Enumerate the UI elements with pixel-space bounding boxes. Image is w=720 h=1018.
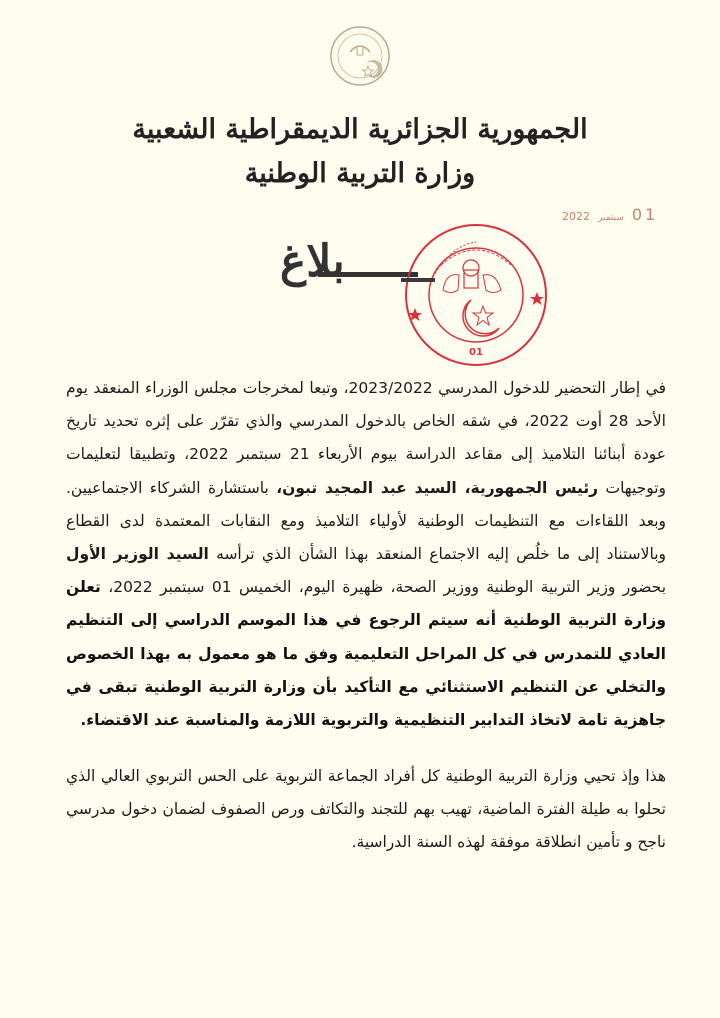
national-emblem-icon	[328, 24, 392, 88]
paragraph-1-part-2: باستشارة الشركاء الاجتماعيين. وبعد اللقاءات مع التنظيمات الوطنية لأولياء التلاميذ ومع النقابات المعتمدة لدى القطاع وبالاستناد إلى ما خلُص إليه الاجتماع المنعقد بهذا الشأن الذي ترأسه	[66, 478, 666, 564]
paragraph-1-part-3: بحضور وزير التربية الوطنية ووزير الصحة، ظهيرة اليوم، الخميس 01 سبتمبر 2022،	[100, 578, 667, 597]
title-text: بلاغ	[280, 236, 345, 287]
date-day: 01	[631, 205, 659, 224]
ministry-name: وزارة التربية الوطنية	[244, 158, 476, 189]
seal-number: 01	[469, 347, 483, 358]
ministry-seal-icon	[401, 220, 551, 370]
ministry-announcement: تعلن وزارة التربية الوطنية أنه سيتم الرجوع في هذا الموسم الدراسي إلى التنظيم العادي للتمدرس في كل المراحل التعليمية وفق ما هو معمول به بهذا الخصوص والتخلي عن التنظيم الاستثنائي مع التأكيد بأن وزارة التربية الوطنية تبقى في جاهزية تامة لاتخاذ التدابير التنظيمية والتربوية اللازمة والمناسبة عند الاقتضاء.	[66, 578, 666, 730]
president-name: رئيس الجمهورية، السيد عبد المجيد تبون،	[276, 478, 599, 497]
republic-name: الجمهورية الجزائرية الديمقراطية الشعبية	[132, 114, 588, 145]
date-month: سبتمبر	[598, 213, 624, 223]
date-stamp	[562, 205, 658, 224]
prime-minister: السيد الوزير الأول	[66, 545, 209, 564]
paragraph-1-part-1: في إطار التحضير للدخول المدرسي 2023/2022، وتبعا لمخرجات مجلس الوزراء المنعقد يوم الأحد 28 أوت 2022، في شقه الخاص بالدخول المدرسي والذي تقرّر على إثره تحديد تاريخ عودة أبنائنا التلاميذ إلى مقاعد الدراسة بيوم الأربعاء 21 سبتمبر 2022، وتطبيقا لتعليمات وتوجيهات	[66, 379, 667, 497]
document-header	[0, 108, 720, 196]
announcement-paragraph-2: هذا وإذ تحيي وزارة التربية الوطنية كل أفراد الجماعة التربوية على الحس التربوي العالي الذي تحلوا به طيلة الفترة الماضية، تهيب بهم للتجند والتكاتف ورص الصفوف لضمان دخول مدرسي ناجح و تأمين انطلاقة موفقة لهذه السنة الدراسية.	[66, 767, 666, 852]
announcement-paragraph-1	[66, 372, 666, 737]
date-year: 2022	[562, 210, 590, 223]
